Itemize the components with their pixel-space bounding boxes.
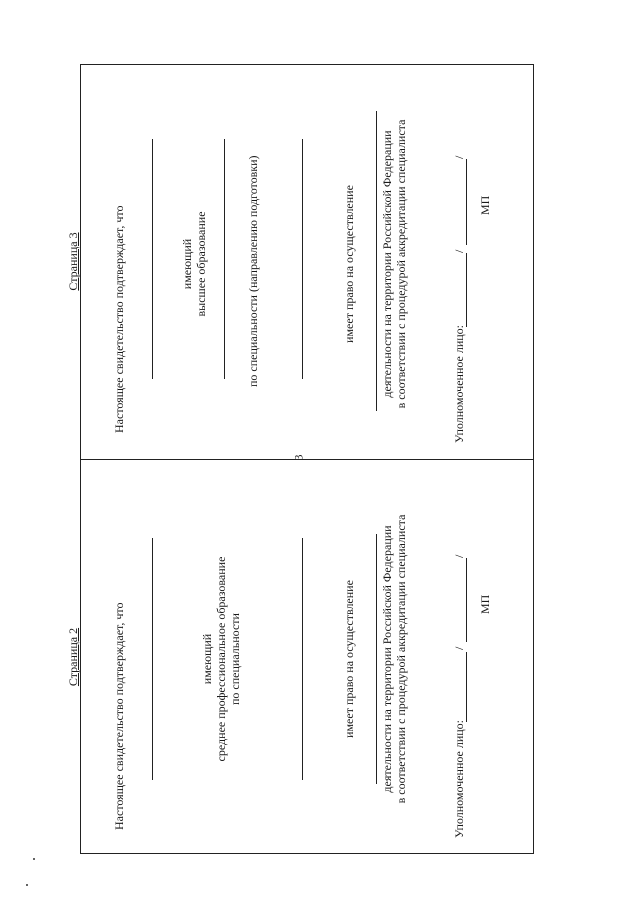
intro-text: Настоящее свидетельство подтверждает, что bbox=[112, 602, 126, 830]
specialty-line bbox=[302, 139, 303, 379]
scan-speck bbox=[33, 858, 35, 860]
scan-speck bbox=[26, 884, 28, 886]
page-heading: Страница 2 bbox=[66, 627, 80, 687]
right-text: имеет право на осуществление bbox=[342, 185, 356, 343]
holder-label: имеющий bbox=[180, 238, 194, 290]
activity-text-2: в соответствии с процедурой аккредитации специалиста bbox=[394, 119, 408, 409]
signature-slash-end: / bbox=[452, 554, 466, 558]
authorized-person-label: Уполномоченное лицо: bbox=[452, 719, 466, 838]
specialty-line bbox=[302, 538, 303, 780]
seal-label: МП bbox=[478, 195, 492, 215]
signature-line bbox=[466, 253, 467, 327]
signature-line bbox=[466, 652, 467, 722]
holder-label: имеющий bbox=[200, 633, 214, 685]
signature-slash: / bbox=[452, 646, 466, 650]
activity-line bbox=[376, 534, 377, 784]
specialty-label: по специальности bbox=[228, 613, 242, 705]
seal-label: МП bbox=[478, 594, 492, 614]
activity-text-1: деятельности на территории Российской Федерации bbox=[380, 525, 394, 793]
page-heading: Страница 3 bbox=[66, 232, 80, 291]
intro-text: Настоящее свидетельство подтверждает, что bbox=[112, 205, 126, 433]
name-sign-line bbox=[466, 558, 467, 642]
education-level: среднее профессиональное образование bbox=[214, 556, 228, 762]
certificate-page-3 bbox=[66, 64, 534, 459]
activity-text-2: в соответствии с процедурой аккредитации специалиста bbox=[394, 514, 408, 804]
right-text: имеет право на осуществление bbox=[342, 580, 356, 738]
certificate-page-2 bbox=[66, 460, 534, 854]
name-line bbox=[152, 538, 153, 780]
activity-text-1: деятельности на территории Российской Федерации bbox=[380, 130, 394, 398]
signature-slash-end: / bbox=[452, 155, 466, 159]
name-sign-line bbox=[466, 159, 467, 245]
specialty-label: по специальности (направлению подготовки) bbox=[246, 155, 260, 387]
signature-slash: / bbox=[452, 249, 466, 253]
education-level: высшее образование bbox=[194, 211, 208, 317]
name-line bbox=[152, 139, 153, 379]
page-number: 3 bbox=[291, 454, 306, 461]
authorized-person-label: Уполномоченное лицо: bbox=[452, 324, 466, 443]
education-line bbox=[224, 139, 225, 379]
activity-line bbox=[376, 111, 377, 411]
